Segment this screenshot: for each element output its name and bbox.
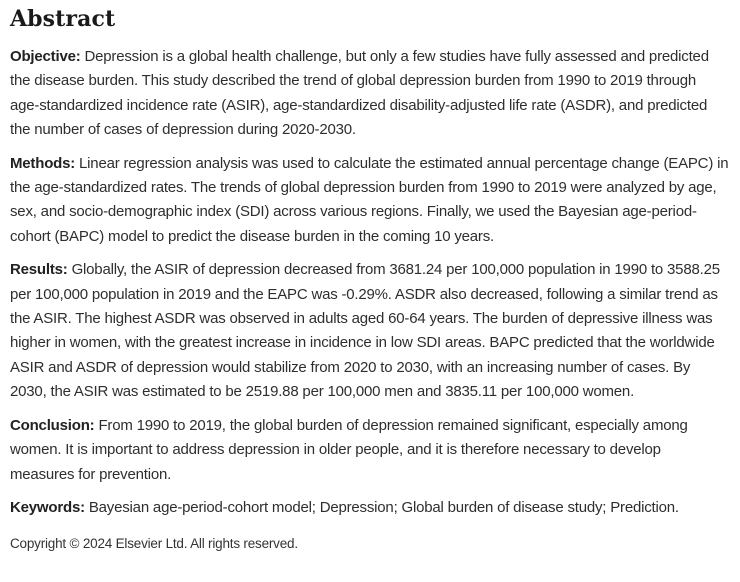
methods-label: Methods:: [10, 154, 76, 172]
conclusion-paragraph: [10, 414, 729, 487]
keywords-label: Keywords:: [10, 498, 85, 516]
results-text: Globally, the ASIR of depression decreased from 3681.24 per 100,000 population in 1990 to 3588.25 per 100,000 population in 2019 and the EAPC was -0.29%. ASDR also decreased, following a similar trend as the ASIR. The highest ASDR was observed in adults aged 60-64 years. The burden of depressive illness was higher in women, with the greatest increase in incidence in low SDI areas. BAPC predicted that the worldwide ASIR and ASDR of depression would stabilize from 2020 to 2030, with an increasing number of cases. By 2030, the ASIR was estimated to be 2519.88 per 100,000 men and 3835.11 per 100,000 women.: [10, 261, 720, 401]
objective-paragraph: [10, 45, 729, 143]
copyright-notice: Copyright © 2024 Elsevier Ltd. All rights reserved.: [10, 536, 298, 552]
abstract-heading: Abstract: [10, 6, 116, 32]
methods-text: Linear regression analysis was used to calculate the estimated annual percentage change (EAPC) in the age-standardized rates. The trends of global depression burden from 1990 to 2019 were analyzed by age, sex, and socio-demographic index (SDI) across various regions. Finally, we used the Bayesian age-period-cohort (BAPC) model to predict the disease burden in the coming 10 years.: [10, 154, 729, 245]
results-paragraph: [10, 258, 729, 404]
objective-label: Objective:: [10, 48, 81, 65]
keywords-text: Bayesian age-period-cohort model; Depression; Global burden of disease study; Prediction.: [88, 498, 679, 516]
objective-text: Depression is a global health challenge, but only a few studies have fully assessed and predicted the disease burden. This study described the trend of global depression burden from 1990 to 2019 through age-standardized incidence rate (ASIR), age-standardized disability-adjusted life rate (ASDR), and predicted the number of cases of depression during 2020-2030.: [10, 48, 709, 139]
results-label: Results:: [10, 261, 68, 279]
conclusion-label: Conclusion:: [10, 416, 95, 434]
conclusion-text: From 1990 to 2019, the global burden of depression remained significant, especially among women. It is important to address depression in older people, and it is therefore necessary to develop measures for prevention.: [10, 416, 688, 483]
methods-paragraph: [10, 152, 729, 250]
keywords-paragraph: [10, 496, 729, 520]
